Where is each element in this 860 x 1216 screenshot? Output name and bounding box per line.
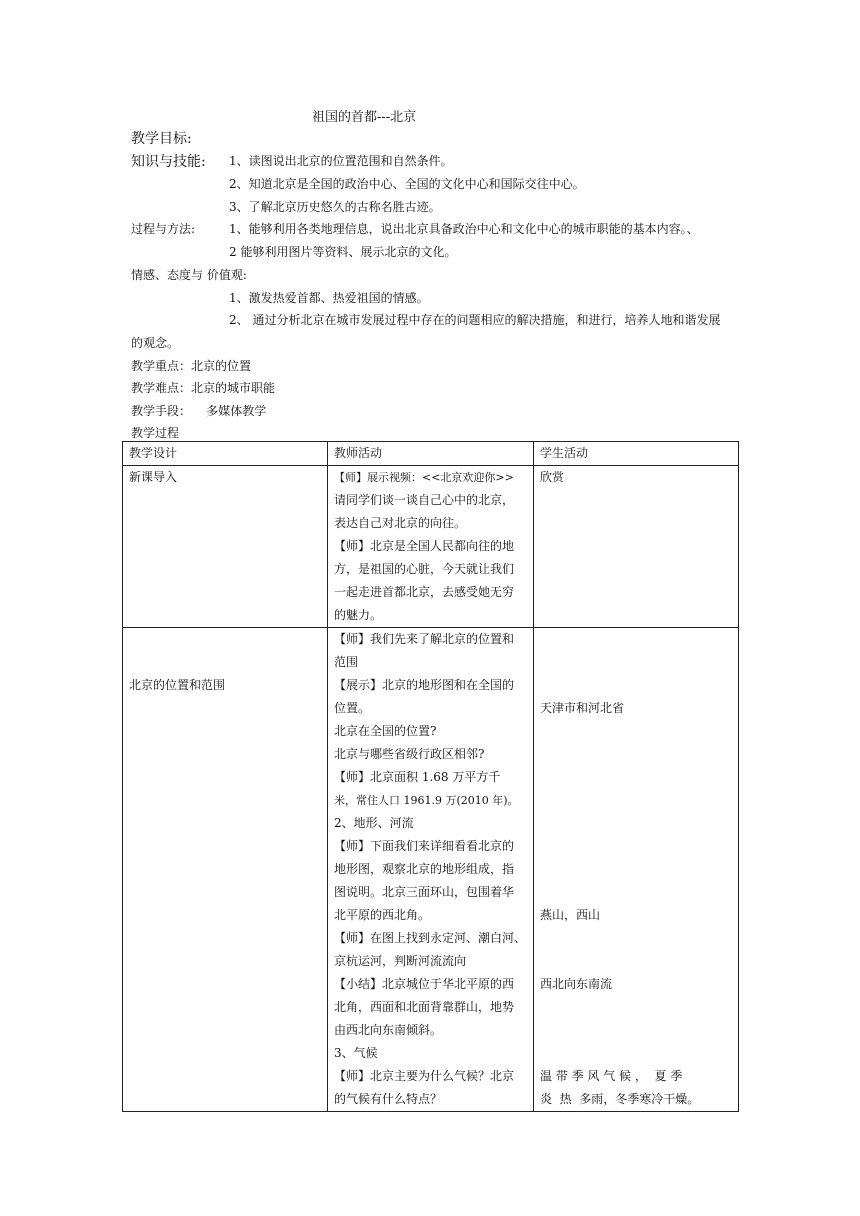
teacher-line: 3、气候 <box>334 1046 378 1060</box>
design-cell <box>123 628 328 1112</box>
table-header: 教师活动 <box>328 442 534 466</box>
teacher-line: 【师】在图上找到永定河、潮白河、 <box>334 931 527 945</box>
teacher-line: 京杭运河，判断河流流向 <box>334 954 467 968</box>
blank-line <box>540 812 732 835</box>
teacher-line: 位置。 <box>334 701 371 715</box>
table-header-row <box>123 442 739 466</box>
student-text: 西北向东南流 <box>540 977 613 991</box>
process-label: 过程与方法: <box>131 222 196 236</box>
teacher-line: 北京与哪些省级行政区相邻? <box>334 747 485 761</box>
teacher-line: 方，是祖国的心脏，今天就让我们 <box>334 562 515 576</box>
student-text: 燕山，西山 <box>540 908 601 922</box>
teacher-line: 的魅力。 <box>334 608 383 622</box>
teacher-line: 范围 <box>334 655 359 669</box>
student-text: 温 带 季 风 气 候 ， 夏 季 <box>540 1069 683 1083</box>
blank-line <box>540 651 732 674</box>
student-text: 天津市和河北省 <box>540 701 625 715</box>
blank-line <box>540 835 732 858</box>
teacher-line: 【展示】北京的地形图和在全国的 <box>334 678 515 692</box>
teacher-line: 的气候有什么特点？ <box>334 1092 443 1106</box>
blank-line <box>540 996 732 1019</box>
blank-line <box>540 674 732 697</box>
table-row <box>123 466 739 628</box>
teacher-line: 米，常住人口 1961.9 万(2010 年)。 <box>334 794 519 807</box>
emotion-item: 2、 通过分析北京在城市发展过程中存在的问题相应的解决措施，和进行，培养人地和谐发展 <box>229 313 721 327</box>
blank-line <box>540 858 732 881</box>
teacher-line: 【小结】北京城位于华北平原的西 <box>334 977 515 991</box>
emotion-item: 1、激发热爱首都、热爱祖国的情感。 <box>229 291 429 305</box>
key-point: 教学重点：北京的位置 <box>131 359 252 373</box>
design-text: 新课导入 <box>129 470 178 484</box>
blank-line <box>129 628 321 651</box>
emotion-item: 的观念。 <box>131 336 180 350</box>
teacher-line: 表达自己对北京的向往。 <box>334 516 467 530</box>
emotion-label: 情感、态度与 价值观: <box>131 268 247 282</box>
blank-line <box>540 927 732 950</box>
teacher-line: 【师】北京是全国人民都向往的地 <box>334 539 515 553</box>
knowledge-label: 知识与技能: <box>131 154 206 170</box>
difficult-point: 教学难点：北京的城市职能 <box>131 381 276 395</box>
teacher-line: 2、地形、河流 <box>334 816 414 830</box>
knowledge-item: 1、读图说出北京的位置范围和自然条件。 <box>229 154 453 168</box>
blank-line <box>540 950 732 973</box>
teacher-line: 【师】北京主要为什么气候？北京 <box>334 1069 515 1083</box>
page-title: 祖国的首都---北京 <box>312 110 417 125</box>
teacher-cell <box>328 628 534 1112</box>
blank-line <box>540 743 732 766</box>
teaching-method: 教学手段： 多媒体教学 <box>131 404 267 418</box>
blank-line <box>540 628 732 651</box>
teacher-line: 【师】我们先来了解北京的位置和 <box>334 632 515 646</box>
teacher-line: 北角，西面和北面背靠群山，地势 <box>334 1000 515 1014</box>
process-item: 2 能够利用图片等资料、展示北京的文化。 <box>229 245 457 259</box>
teacher-line: 北平原的西北角。 <box>334 908 431 922</box>
teacher-line: 地形图，观察北京的地形组成，指 <box>334 862 515 876</box>
table-row <box>123 628 739 1112</box>
blank-line <box>540 1042 732 1065</box>
blank-line <box>129 651 321 674</box>
blank-line <box>540 1019 732 1042</box>
objectives-heading: 教学目标: <box>131 131 192 147</box>
teacher-line: 由西北向东南倾斜。 <box>334 1023 443 1037</box>
teacher-line: 【师】北京面积 1.68 万平方千 <box>334 770 501 784</box>
design-cell <box>123 466 328 628</box>
student-text: 欣赏 <box>540 470 565 484</box>
process-heading: 教学过程 <box>131 426 180 440</box>
student-cell <box>534 628 739 1112</box>
process-item: 1、能够利用各类地理信息，说出北京具备政治中心和文化中心的城市职能的基本内容。、 <box>229 222 699 236</box>
teacher-line: 一起走进首都北京，去感受她无穷 <box>334 585 515 599</box>
table-header: 教学设计 <box>123 442 328 466</box>
knowledge-item: 3、了解北京历史悠久的古称名胜古迹。 <box>229 200 441 214</box>
knowledge-item: 2、知道北京是全国的政治中心、全国的文化中心和国际交往中心。 <box>229 177 585 191</box>
teacher-line: 北京在全国的位置? <box>334 724 437 738</box>
student-cell <box>534 466 739 628</box>
teacher-line: 请同学们谈一谈自己心中的北京， <box>334 493 515 507</box>
student-text: 炎 热 多雨，冬季寒冷干燥。 <box>540 1092 700 1106</box>
teacher-cell <box>328 466 534 628</box>
table-header: 学生活动 <box>534 442 739 466</box>
blank-line <box>540 881 732 904</box>
blank-line <box>540 789 732 812</box>
lesson-table <box>122 441 739 1112</box>
teacher-line: 【师】下面我们来详细看看北京的 <box>334 839 515 853</box>
teacher-line: 【师】展示视频：<<北京欢迎你>> <box>334 471 514 484</box>
design-text: 北京的位置和范围 <box>129 678 226 692</box>
blank-line <box>540 766 732 789</box>
blank-line <box>540 720 732 743</box>
teacher-line: 图说明。北京三面环山，包围着华 <box>334 885 515 899</box>
